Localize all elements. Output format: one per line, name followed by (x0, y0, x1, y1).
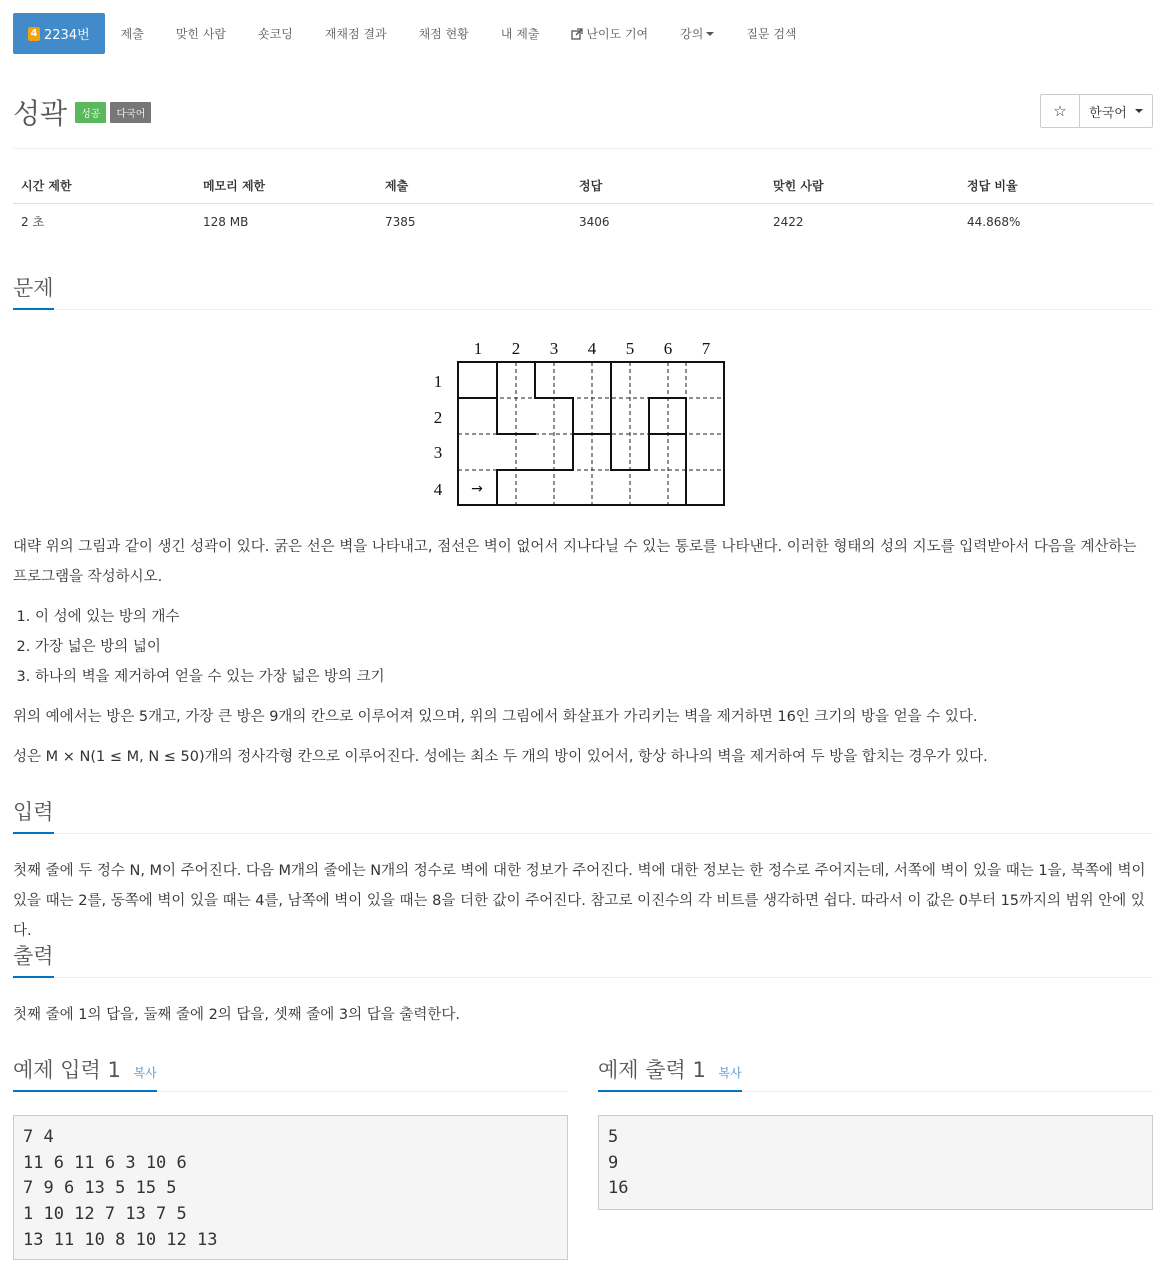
problem-info-table (13, 168, 1153, 239)
value-solved-users: 2422 (773, 214, 804, 229)
page-title: 성곽 (13, 97, 68, 130)
nav-short-coding[interactable]: 숏코딩 (258, 27, 293, 41)
nav-solved-users[interactable]: 맞힌 사람 (175, 27, 227, 41)
section-problem (13, 272, 1153, 310)
title-row (13, 92, 151, 132)
section-output (13, 940, 1153, 978)
figure-col-label: 6 (663, 339, 673, 358)
sample-input-title: 예제 입력 1 (13, 1058, 121, 1082)
caret-down-icon (1135, 109, 1143, 113)
sample-input-section (13, 1054, 568, 1092)
problem-number: 2234번 (44, 28, 90, 43)
table-header-row (13, 168, 1153, 204)
value-accept-rate: 44.868% (967, 214, 1021, 229)
language-select[interactable] (1080, 95, 1152, 127)
figure-col-label: 1 (473, 339, 483, 358)
nav-difficulty-contribution[interactable] (555, 13, 664, 54)
section-input-heading: 입력 (13, 796, 54, 834)
nav-lectures-label: 강의 (680, 27, 704, 41)
requirements-list (13, 602, 385, 692)
sample-output-section (598, 1054, 1153, 1092)
star-icon: ☆ (1053, 102, 1067, 120)
divider (13, 148, 1153, 149)
value-memory-limit: 128 MB (203, 214, 249, 229)
sample-output-heading (598, 1054, 742, 1092)
nav-difficulty-label: 난이도 기여 (586, 27, 649, 41)
section-output-heading: 출력 (13, 940, 54, 978)
top-nav (13, 13, 813, 54)
sample-output-title: 예제 출력 1 (598, 1058, 706, 1082)
figure-col-label: 5 (625, 339, 635, 358)
input-description: 첫째 줄에 두 정수 N, M이 주어진다. 다음 M개의 줄에는 N개의 정수로 벽에 대한 정보가 주어진다. 벽에 대한 정보는 한 정수로 주어지는데, 서쪽에 벽이 있을 때는 1을, 북쪽에 벽이 있을 때는 2를, 동쪽에 벽이 있을 때는 4를, 남쪽에 벽이 있을 때는 8을 더한 값이 주어진다. 참고로 이진수의 각 비트를 생각하면 쉽다. 따라서 이 값은 0부터 15까지의 범위 안에 있다. (13, 863, 1146, 939)
nav-lectures-dropdown[interactable] (664, 13, 730, 54)
nav-my-submissions[interactable]: 내 제출 (500, 27, 540, 41)
header-accept-rate: 정답 비율 (959, 168, 1153, 204)
sample-input-box[interactable]: 7 4 11 6 11 6 3 10 6 7 9 6 13 5 15 5 1 10 12 7 13 7 5 13 11 10 8 10 12 13 (13, 1115, 568, 1260)
favorite-star-button[interactable] (1041, 95, 1080, 127)
figure-row-label: 3 (433, 443, 443, 462)
problem-number-tab[interactable] (13, 13, 105, 54)
header-submissions: 제출 (377, 168, 571, 204)
nav-rejudge-results[interactable]: 재채점 결과 (324, 27, 387, 41)
external-link-icon (571, 28, 583, 40)
value-accepted: 3406 (579, 214, 610, 229)
value-submissions: 7385 (385, 214, 416, 229)
description-paragraph-2: 위의 예에서는 방은 5개고, 가장 큰 방은 9개의 칸으로 이루어져 있으며, 위의 그림에서 화살표가 가리키는 벽을 제거하면 16인 크기의 방을 얻을 수 있다. (13, 709, 978, 725)
figure-row-label: 1 (433, 372, 443, 391)
list-item: 2. 가장 넓은 방의 넓이 (35, 632, 385, 662)
castle-figure (420, 330, 740, 512)
tier-badge-icon: 4 (28, 27, 40, 41)
section-input (13, 796, 1153, 834)
status-badge-success: 성공 (75, 102, 106, 123)
list-item: 1. 이 성에 있는 방의 개수 (35, 602, 385, 632)
figure-col-label: 4 (587, 339, 597, 358)
title-actions (1040, 94, 1153, 128)
nav-question-search[interactable]: 질문 검색 (746, 27, 797, 41)
table-row (13, 204, 1153, 240)
copy-output-button[interactable]: 복사 (718, 1066, 742, 1080)
copy-input-button[interactable]: 복사 (133, 1066, 157, 1080)
list-item: 3. 하나의 벽을 제거하여 얻을 수 있는 가장 넓은 방의 크기 (35, 662, 385, 692)
description-paragraph-3: 성은 M × N(1 ≤ M, N ≤ 50)개의 정사각형 칸으로 이루어진다. 성에는 최소 두 개의 방이 있어서, 항상 하나의 벽을 제거하여 두 방을 합치는 경우가 있다. (13, 749, 988, 765)
caret-down-icon (706, 32, 714, 36)
figure-col-label: 3 (549, 339, 559, 358)
header-time-limit: 시간 제한 (13, 168, 195, 204)
header-accepted: 정답 (571, 168, 765, 204)
nav-judge-status[interactable]: 채점 현황 (418, 27, 469, 41)
status-badge-multilang[interactable]: 다국어 (110, 102, 151, 123)
output-description: 첫째 줄에 1의 답을, 둘째 줄에 2의 답을, 셋째 줄에 3의 답을 출력한다. (13, 1007, 460, 1023)
sample-output-box[interactable]: 5 9 16 (598, 1115, 1153, 1210)
figure-arrow: → (471, 481, 483, 497)
figure-row-label: 4 (433, 480, 443, 499)
language-select-label: 한국어 (1089, 105, 1127, 121)
header-solved-users: 맞힌 사람 (765, 168, 959, 204)
figure-col-label: 2 (511, 339, 521, 358)
value-time-limit: 2 초 (21, 215, 45, 229)
section-problem-heading: 문제 (13, 272, 54, 310)
sample-input-heading (13, 1054, 157, 1092)
figure-col-label: 7 (701, 339, 711, 358)
nav-submit[interactable]: 제출 (120, 27, 144, 41)
figure-row-label: 2 (433, 408, 443, 427)
description-paragraph-1: 대략 위의 그림과 같이 생긴 성곽이 있다. 굵은 선은 벽을 나타내고, 점선은 벽이 없어서 지나다닐 수 있는 통로를 나타낸다. 이러한 형태의 성의 지도를 입력받아서 다음을 계산하는 프로그램을 작성하시오. (13, 539, 1137, 585)
header-memory-limit: 메모리 제한 (195, 168, 377, 204)
